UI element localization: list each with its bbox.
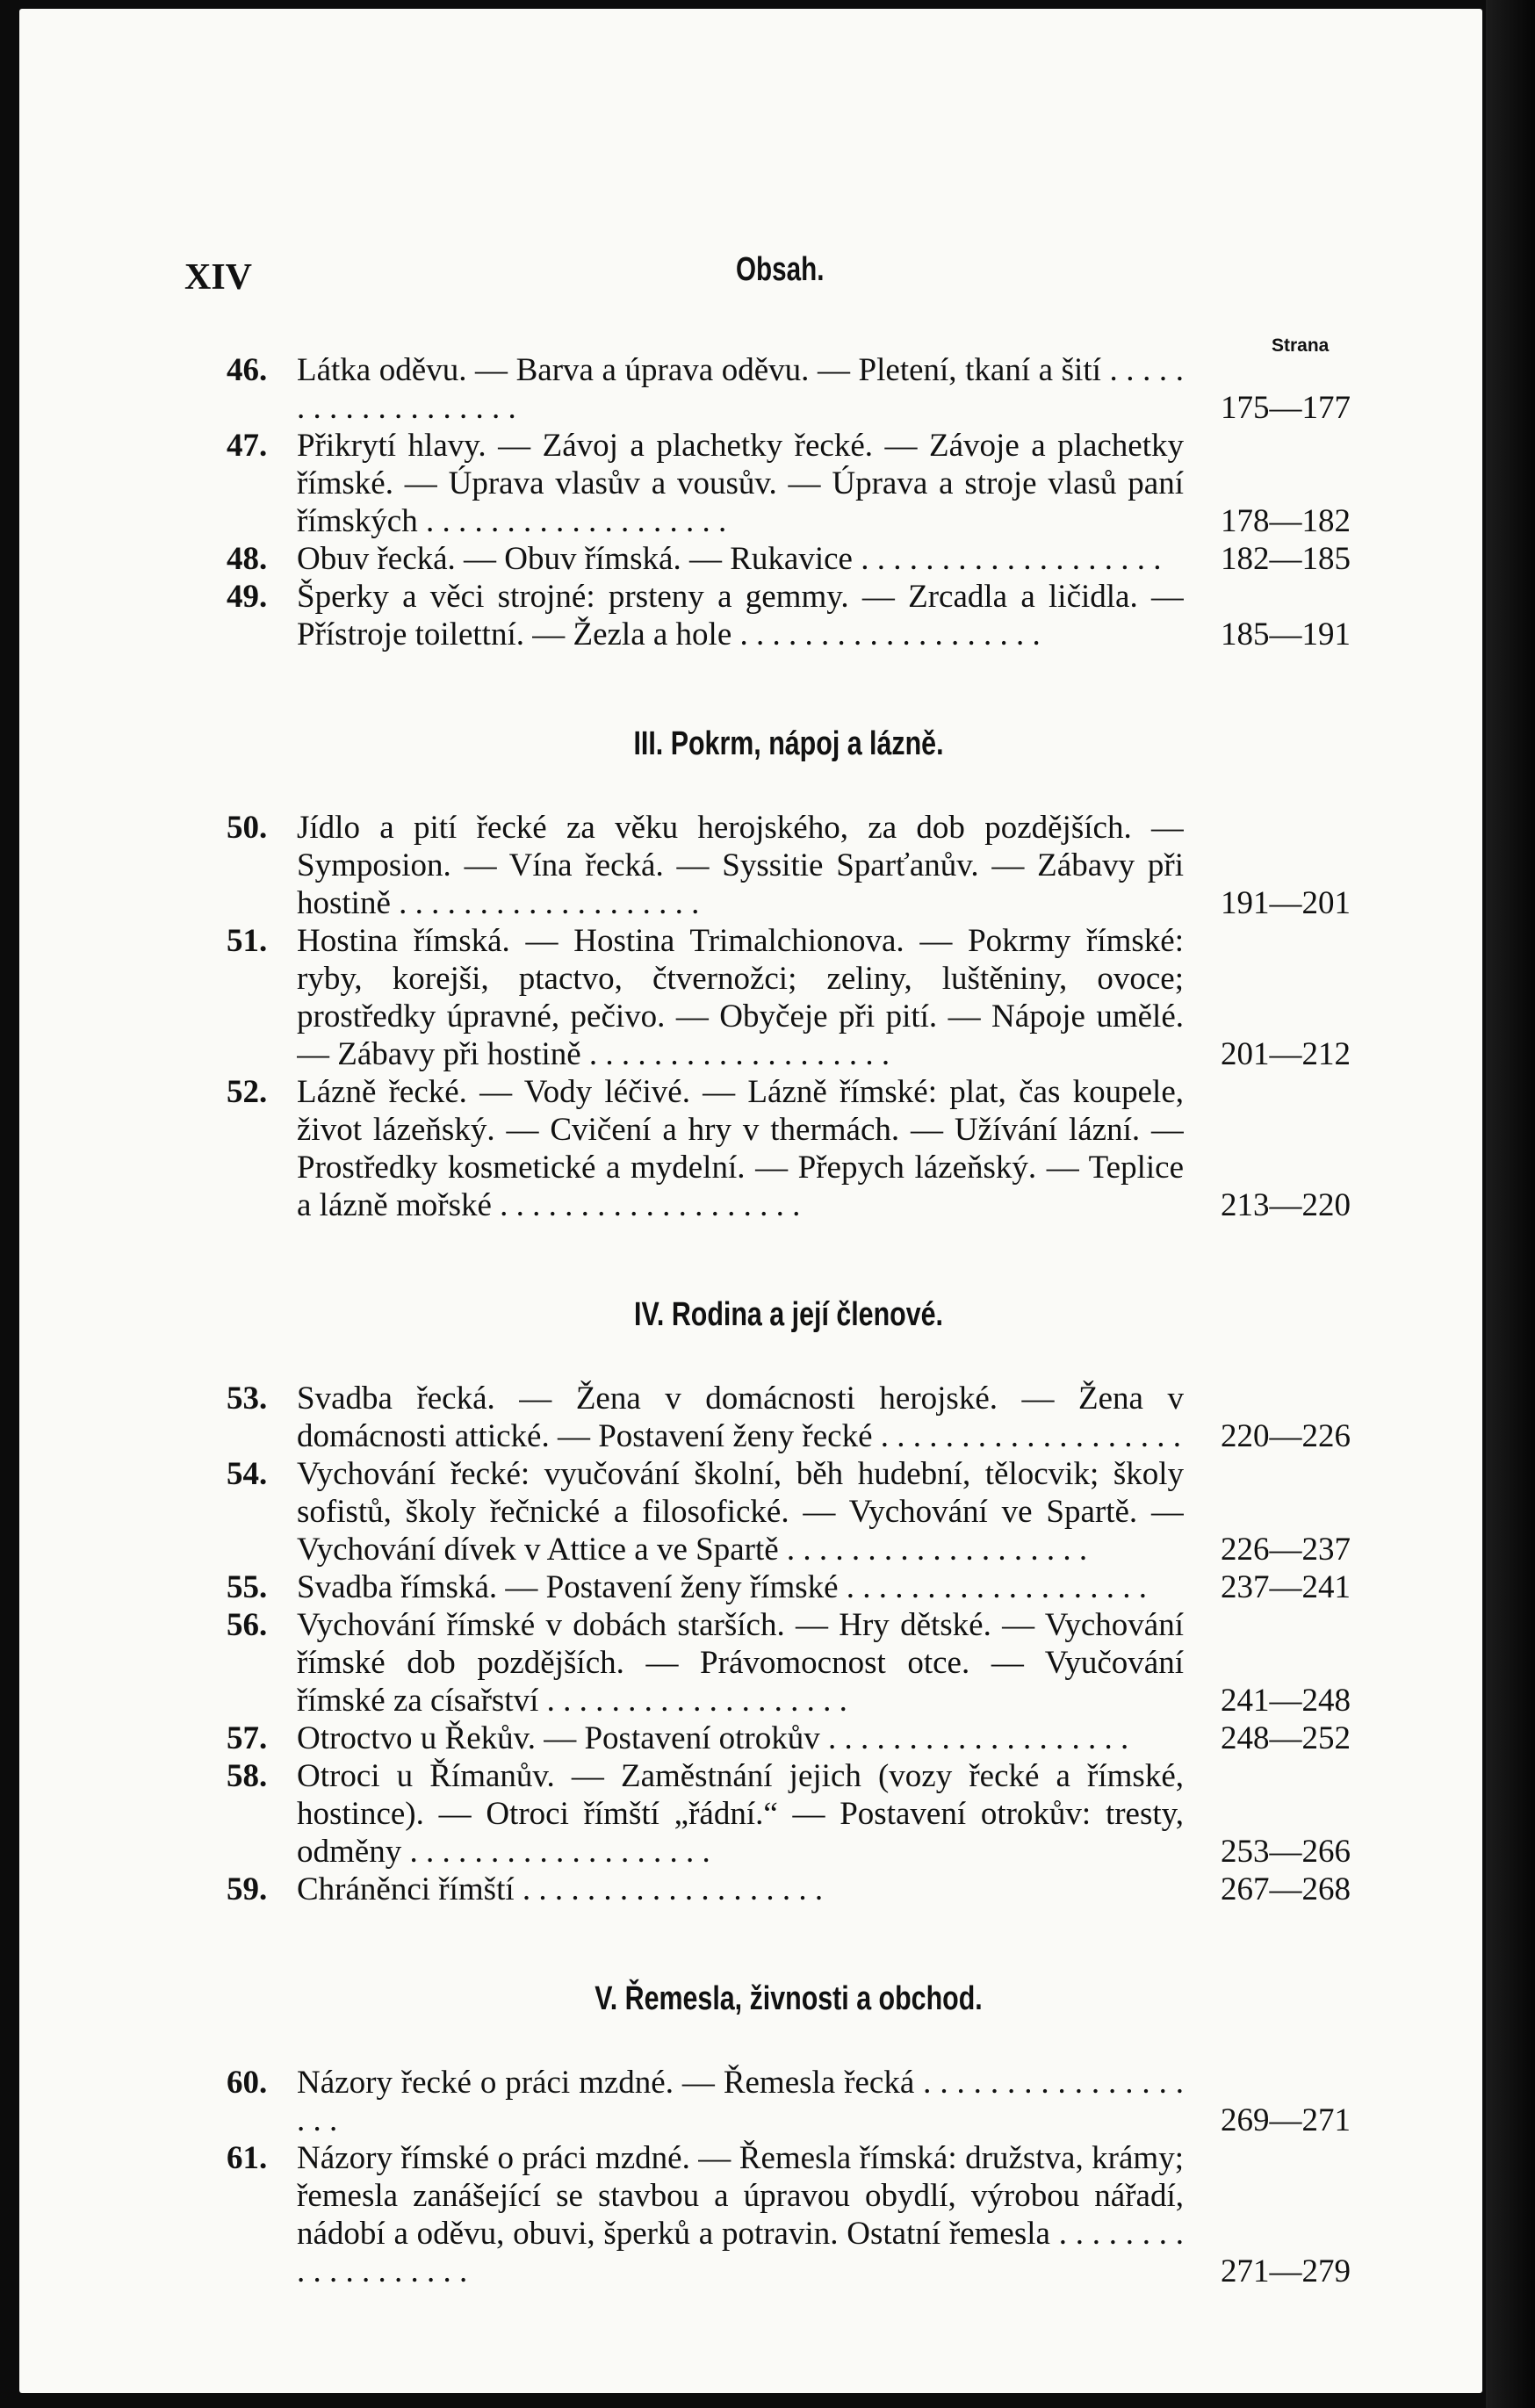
toc-entry bbox=[227, 1757, 1351, 1871]
table-of-contents bbox=[227, 351, 1351, 2290]
toc-entry bbox=[227, 1380, 1351, 1455]
section-heading: V. Řemesla, živnosti a obchod. bbox=[595, 1980, 983, 2017]
toc-entry bbox=[227, 1606, 1351, 1719]
entry-number: 50. bbox=[227, 810, 268, 846]
entry-title: Názory římské o práci mzdné. — Řemesla římská: družstva, krámy; řemesla zanášející se stavbou a úpravou obydlí, výrobou nářadí, nádobí a oděvu, obuvi, šperků a potravin. Ostatní řemesla . . . . . . . . . . . . . . . . . . . bbox=[297, 2140, 1184, 2289]
entry-pages: 213—220 bbox=[1221, 1187, 1351, 1223]
entry-pages: 201—212 bbox=[1221, 1036, 1351, 1072]
entry-pages: 191—201 bbox=[1221, 885, 1351, 921]
toc-entry bbox=[227, 809, 1351, 922]
toc-entry bbox=[227, 351, 1351, 427]
entry-pages: 241—248 bbox=[1221, 1683, 1351, 1719]
entry-pages: 253—266 bbox=[1221, 1834, 1351, 1870]
entry-title: Svadba řecká. — Žena v domácnosti herojské. — Žena v domácnosti attické. — Postavení ženy řecké . . . . . . . . . . . . . . . . . . . bbox=[297, 1381, 1184, 1454]
entry-number: 61. bbox=[227, 2140, 268, 2176]
entry-number: 51. bbox=[227, 923, 268, 959]
entry-pages: 269—271 bbox=[1221, 2102, 1351, 2138]
entry-title: Otroctvo u Řekův. — Postavení otrokův . . . . . . . . . . . . . . . . . . . bbox=[297, 1720, 1129, 1756]
entry-number: 49. bbox=[227, 579, 268, 615]
section-heading: III. Pokrm, nápoj a lázně. bbox=[633, 725, 944, 762]
toc-entry bbox=[227, 1568, 1351, 1606]
entry-number: 53. bbox=[227, 1381, 268, 1417]
section-heading: IV. Rodina a její členové. bbox=[634, 1296, 943, 1333]
page-edge-shadow bbox=[1486, 0, 1535, 2408]
toc-entry bbox=[227, 427, 1351, 540]
entry-pages: 267—268 bbox=[1221, 1871, 1351, 1907]
entry-pages: 271—279 bbox=[1221, 2253, 1351, 2289]
entry-number: 47. bbox=[227, 428, 268, 464]
entry-title: Látka oděvu. — Barva a úprava oděvu. — Pletení, tkaní a šití . . . . . . . . . . . . . . . . . . . bbox=[297, 352, 1184, 426]
pages-column-label: Strana bbox=[1272, 335, 1330, 356]
toc-entry bbox=[227, 922, 1351, 1073]
toc-entry bbox=[227, 578, 1351, 653]
entry-number: 59. bbox=[227, 1871, 268, 1907]
entry-title: Hostina římská. — Hostina Trimalchionova. — Pokrmy římské: ryby, korejši, ptactvo, čtvernožci; zeliny, luštěniny, ovoce; prostředky úpravné, pečivo. — Obyčeje při pití. — Nápoje umělé. — Zábavy při hostině . . . . . . . . . . . . . . . . . . . bbox=[297, 923, 1184, 1072]
toc-entry bbox=[227, 540, 1351, 578]
entry-number: 57. bbox=[227, 1720, 268, 1756]
entry-title: Vychování římské v dobách starších. — Hry dětské. — Vychování římské dob pozdějších. — Právomocnost otce. — Vyučování římské za císařství . . . . . . . . . . . . . . . . . . . bbox=[297, 1607, 1184, 1719]
entry-title: Názory řecké o práci mzdné. — Řemesla řecká . . . . . . . . . . . . . . . . . . . bbox=[297, 2065, 1184, 2138]
entry-number: 46. bbox=[227, 352, 268, 388]
entry-number: 54. bbox=[227, 1456, 268, 1492]
entry-title: Lázně řecké. — Vody léčivé. — Lázně římské: plat, čas koupele, život lázeňský. — Cvičení a hry v thermách. — Užívání lázní. — Prostředky kosmetické a mydelní. — Přepych lázeňský. — Teplice a lázně mořské . . . . . . . . . . . . . . . . . . . bbox=[297, 1074, 1184, 1223]
toc-entry bbox=[227, 1455, 1351, 1568]
entry-pages: 185—191 bbox=[1221, 616, 1351, 652]
toc-entry bbox=[227, 1719, 1351, 1757]
toc-entry bbox=[227, 1871, 1351, 1908]
entry-pages: 220—226 bbox=[1221, 1418, 1351, 1454]
entry-title: Otroci u Římanův. — Zaměstnání jejich (vozy řecké a římské, hostince). — Otroci římští „řádní.“ — Postavení otrokův: tresty, odměny . . . . . . . . . . . . . . . . . . . bbox=[297, 1758, 1184, 1870]
entry-title: Svadba římská. — Postavení ženy římské . . . . . . . . . . . . . . . . . . . bbox=[297, 1569, 1148, 1605]
entry-title: Přikrytí hlavy. — Závoj a plachetky řecké. — Závoje a plachetky římské. — Úprava vlasův a vousův. — Úprava a stroje vlasů paní římských . . . . . . . . . . . . . . . . . . . bbox=[297, 428, 1184, 539]
entry-pages: 226—237 bbox=[1221, 1532, 1351, 1568]
entry-pages: 237—241 bbox=[1221, 1569, 1351, 1605]
entry-pages: 178—182 bbox=[1221, 503, 1351, 539]
toc-entry bbox=[227, 2139, 1351, 2290]
entry-title: Jídlo a pití řecké za věku herojského, za dob pozdějších. — Symposion. — Vína řecká. — Syssitie Sparťanův. — Zábavy při hostině . . . . . . . . . . . . . . . . . . . bbox=[297, 810, 1184, 921]
entry-pages: 182—185 bbox=[1221, 541, 1351, 577]
entry-number: 48. bbox=[227, 541, 268, 577]
entry-pages: 248—252 bbox=[1221, 1720, 1351, 1756]
entry-title: Šperky a věci strojné: prsteny a gemmy. — Zrcadla a ličidla. — Přístroje toilettní. — Žezla a hole . . . . . . . . . . . . . . . . . . . bbox=[297, 579, 1184, 652]
entry-pages: 175—177 bbox=[1221, 390, 1351, 426]
entry-number: 55. bbox=[227, 1569, 268, 1605]
entry-title: Chráněnci římští . . . . . . . . . . . . . . . . . . . bbox=[297, 1871, 824, 1907]
entry-number: 58. bbox=[227, 1758, 268, 1794]
entry-number: 56. bbox=[227, 1607, 268, 1643]
toc-entry bbox=[227, 2064, 1351, 2139]
toc-entry bbox=[227, 1073, 1351, 1224]
entry-title: Vychování řecké: vyučování školní, běh hudební, tělocvik; školy sofistů, školy řečnické a filosofické. — Vychování ve Spartě. — Vychování dívek v Attice a ve Spartě . . . . . . . . . . . . . . . . . . . bbox=[297, 1456, 1184, 1568]
running-title: Obsah. bbox=[736, 251, 825, 288]
entry-title: Obuv řecká. — Obuv římská. — Rukavice . . . . . . . . . . . . . . . . . . . bbox=[297, 541, 1162, 577]
entry-number: 60. bbox=[227, 2065, 268, 2101]
entry-number: 52. bbox=[227, 1074, 268, 1110]
page-number: XIV bbox=[184, 257, 253, 298]
